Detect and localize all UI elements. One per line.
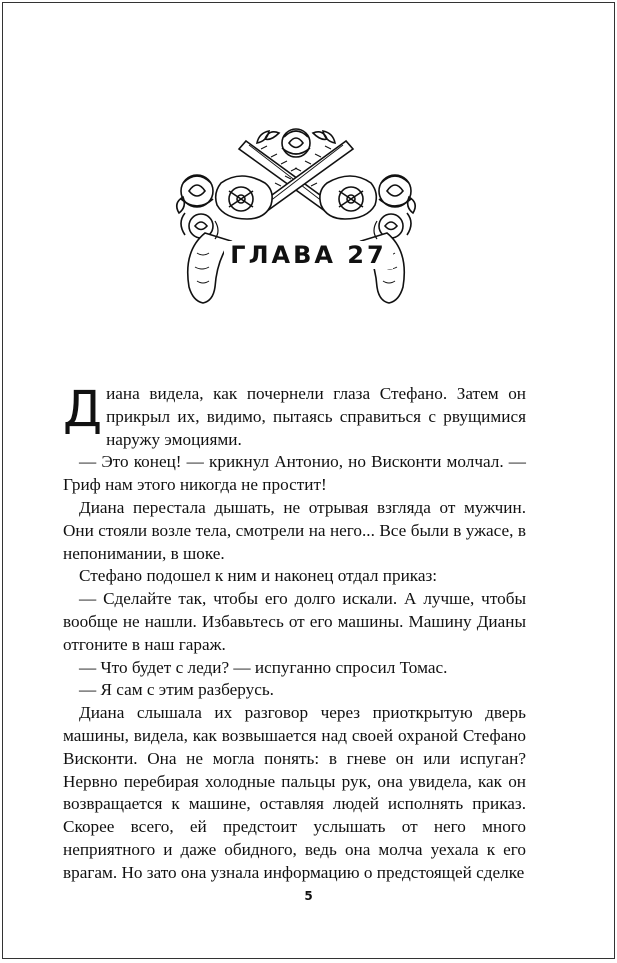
page-number: 5 (304, 889, 313, 903)
paragraph: Диана перестала дышать, не отрывая взгляда от мужчин. Они стояли возле тела, смотрели на него... Все были в ужасе, в непонимании, в шоке. (63, 497, 526, 563)
chapter-title-text: ГЛАВА 27 (224, 241, 392, 269)
paragraph: — Что будет с леди? — испуганно спросил Томас. (79, 657, 448, 677)
chapter-text (63, 380, 526, 885)
book-page (2, 2, 615, 959)
paragraph: — Это конец! — крикнул Антонио, но Висконти молчал. — Гриф нам этого никогда не простит! (63, 452, 526, 495)
paragraph: Диана слышала их разговор через приоткрытую дверь машины, видела, как возвышается над своей охраной Стефано Висконти. Она не могла понять: в гневе он или испуган? Нервно перебирая холодные пальцы рук, она увидела, как он возвращается к машине, оставляя людей исполнять приказ. Скорее всего, ей предстоит услышать от него много неприятного и даже обидного, ведь она молча уехала к его врагам. Но зато она узнала информацию о предстоящей сделке (63, 703, 526, 882)
paragraph-first (63, 380, 526, 451)
crossed-revolvers-and-roses-icon (171, 121, 421, 306)
paragraph: Стефано подошел к ним и наконец отдал приказ: (79, 566, 438, 586)
chapter-title (3, 241, 614, 269)
paragraph: — Сделайте так, чтобы его долго искали. А лучше, чтобы вообще не нашли. Избавьтесь от его машины. Машину Дианы отгоните в наш гараж. (63, 589, 526, 654)
paragraph-first-text: иана видела, как почернели глаза Стефано. Затем он прикрыл их, видимо, пытаясь справиться с рвущимися наружу эмоциями. (106, 384, 526, 449)
paragraph: — Я сам с этим разберусь. (79, 680, 274, 700)
drop-cap: Д (63, 380, 103, 438)
